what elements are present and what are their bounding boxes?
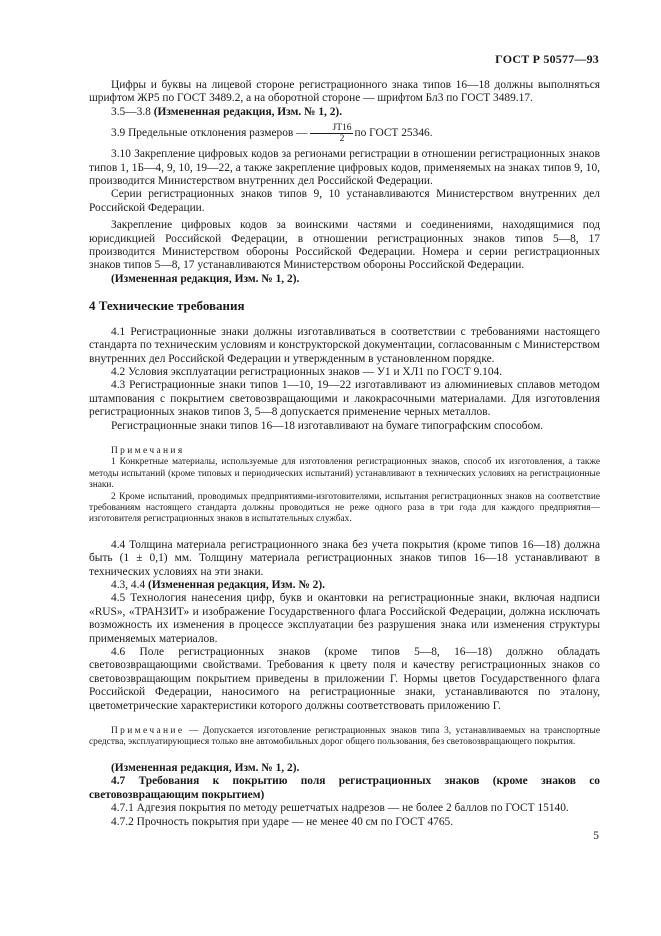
tolerance-standard: по ГОСТ 25346.: [354, 127, 433, 140]
paragraph-4-2: 4.2 Условия эксплуатации регистрационных знаков — У1 и ХЛ1 по ГОСТ 9.104.: [111, 365, 503, 378]
paragraph-4-4: 4.4 Толщина материала регистрационного знака без учета покрытия (кроме типов 16—18) должна быть (1 ± 0,1) мм. Толщину материала регистрационных знаков типов 16—18 устанавливают в технических условиях на эти знаки.: [89, 538, 600, 578]
paragraph-fonts: Цифры и буквы на лицевой стороне регистрационного знака типов 16—18 должны выполняться шрифтом ЖР5 по ГОСТ 3489.2, а на оборотной стороне — шрифтом Бл3 по ГОСТ 3489.17.: [89, 79, 600, 105]
page-number: 5: [593, 830, 599, 842]
paragraph-3-9: [89, 123, 600, 144]
section-heading: 4 Технические требования: [89, 298, 245, 314]
note-2: 2 Кроме испытаний, проводимых предприятиями-изготовителями, испытания регистрационных знаков на соответствие требованиям настоящего стандарта должны проводиться не реже одного раза в три года для каждого предприятия—изготовителя регистрационных знаков в испытательных службах.: [89, 491, 600, 525]
paragraph-4-3-4-4: [89, 579, 600, 592]
paragraph-4-7-1: 4.7.1 Адгезия покрытия по методу решетчатых надрезов — не более 2 баллов по ГОСТ 15140.: [111, 802, 569, 815]
note-1: 1 Конкретные материалы, используемые для изготовления регистрационных знаков, способ их изготовления, а также методы испытаний (кроме типовых и периодических испытаний) устанавливают в технических условиях на регистрационные знаки.: [89, 457, 600, 491]
clause-number: 4.3, 4.4: [111, 579, 146, 591]
fraction-denominator: 2: [339, 134, 345, 145]
paragraph-4-5: 4.5 Технология нанесения цифр, букв и окантовки на регистрационные знаки, включая надписи «RUS», «ТРАНЗИТ» и изображение Государственного флага Российской Федерации, должна исключать возможность их изменения в процессе эксплуатации без разрушения знака или изменения структуры применяемых материалов.: [89, 592, 600, 645]
notes-title: Примечания: [111, 445, 185, 456]
edition-note: (Измененная редакция, Изм. № 2).: [148, 579, 325, 591]
tolerance-text: 3.9 Предельные отклонения размеров —: [111, 127, 308, 140]
paragraph-3-5-3-8: [89, 106, 600, 119]
note-3: [89, 726, 600, 749]
paragraph-series: Серии регистрационных знаков типов 9, 10 устанавливаются Министерством внутренних дел Российской Федерации.: [89, 188, 600, 214]
paragraph-4-6: 4.6 Поле регистрационных знаков (кроме типов 5—8, 16—18) должно обладать световозвращающими свойствами. Требования к цвету поля и качеству регистрационных знаков со световозвращающим покрытием приведены в приложении Г. Нормы цветов Государственного флага Российской Федерации, наносимого на регистрационные знаки, устанавливаются по эталону, цветометрические характеристики которого должны соответствовать приложению Г.: [89, 646, 600, 712]
paragraph-4-7: 4.7 Требования к покрытию поля регистрационных знаков (кроме знаков со световозвращающим покрытием): [89, 775, 600, 801]
clause-number: 3.5—3.8: [111, 105, 151, 118]
fraction-numerator: JT16: [310, 123, 353, 134]
tolerance-fraction: [310, 123, 353, 144]
paragraph-paper-signs: Регистрационные знаки типов 16—18 изготавливают на бумаге типографским способом.: [111, 419, 544, 432]
edition-note: (Измененная редакция, Изм. № 1, 2).: [153, 105, 343, 118]
standard-header: ГОСТ Р 50577—93: [495, 52, 599, 66]
page-content: [89, 79, 600, 829]
note-text: — Допускается изготовление регистрационных знаков типа 3, устанавливаемых на транспортные средства, эксплуатирующиеся только вне автомобильных дорог общего пользования, без световозвращающего покрытия.: [89, 726, 600, 748]
paragraph-4-3: 4.3 Регистрационные знаки типов 1—10, 19—22 изготавливают из алюминиевых сплавов методом штампования с покрытием световозвращающими и лакокрасочными материалами. Для изготовления регистрационных знаков типов 3, 5—8 допускается применение черных металлов.: [89, 379, 600, 419]
edition-note: (Измененная редакция, Изм. № 1, 2).: [111, 272, 300, 285]
paragraph-4-1: 4.1 Регистрационные знаки должны изготавливаться в соответствии с требованиями настоящего стандарта по техническим условиям и конструкторской документации, согласованным с Министерством внутренних дел Российской Федерации и утвержденным в установленном порядке.: [89, 325, 600, 365]
paragraph-3-10: 3.10 Закрепление цифровых кодов за регионами регистрации в отношении регистрационных знаков типов 1, 1Б—4, 9, 10, 19—22, а также закрепление цифровых кодов, применяемых на знаках типов 9, 10, производится Министерством внутренних дел Российской Федерации.: [89, 148, 600, 188]
edition-note: (Измененная редакция, Изм. № 1, 2).: [111, 761, 300, 774]
paragraph-military-codes: Закрепление цифровых кодов за воинскими частями и соединениями, находящимися под юрисдикцией Российской Федерации, в отношении регистрационных знаков типов 5—8, 17 производится Министерством обороны Российской Федерации. Номера и серии регистрационных знаков типов 5—8, 17 устанавливаются Министерством обороны Российской Федерации.: [89, 219, 600, 272]
paragraph-4-7-2: 4.7.2 Прочность покрытия при ударе — не менее 40 см по ГОСТ 4765.: [111, 815, 454, 828]
note-label: Примечание: [111, 726, 185, 737]
